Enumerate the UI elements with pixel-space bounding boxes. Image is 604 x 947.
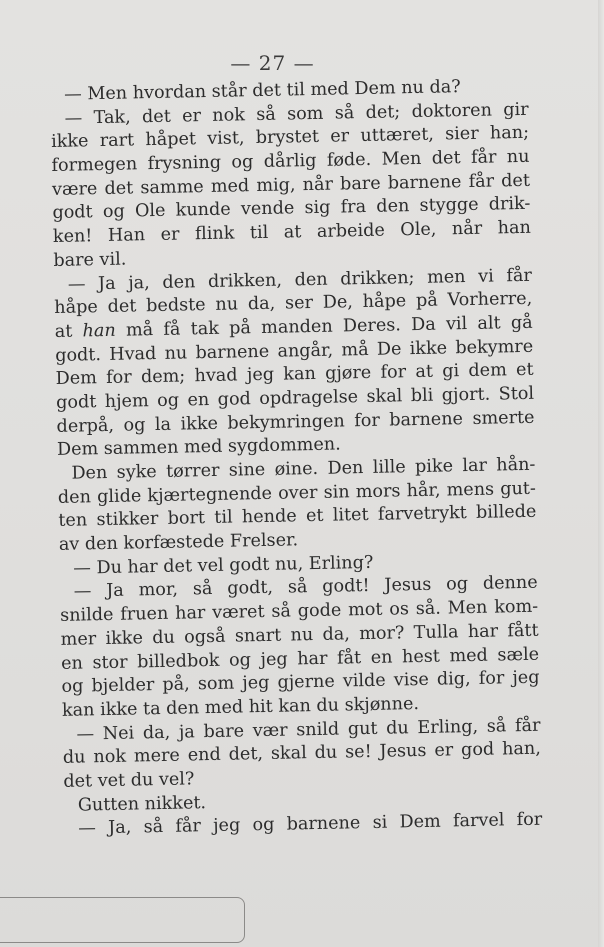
library-label-frame [0,897,245,943]
text-line: den glide kjærtegnende over sin mors hår, mens gut- [57,478,537,508]
text-line: godt. Hvad nu barnene angår, må De ikke bekymre [55,336,534,366]
text-line: — Nei da, ja bare vær snild gut du Erling, så får [76,715,541,745]
text-line: du nok mere end det, skal du se! Jesus er god han, [62,738,542,769]
text-line: Dem for dem; hvad jeg kan gjøre for at gi dem et [55,360,534,390]
text-line: ten stikker bort til hende et litet farvetrykt billede [58,502,537,532]
text-line: at han må få tak på manden Deres. Da vil alt gå [54,312,533,342]
text-line: — Men hvordan står det til med Dem nu da? [64,77,461,105]
text-line: — Ja ja, den drikken, den drikken; men vi får [67,265,532,295]
body-text [50,75,542,842]
text-line: — Ja mor, så godt, så godt! Jesus og denne [73,573,538,603]
text-line: være det samme med mig, når bare barnene får det [51,170,531,200]
text-line: Gutten nikket. [77,792,207,816]
text-line: godt og Ole kunde vende sig fra den stygge drik- [52,194,531,224]
text-line: kan ikke ta den med hit kan du skjønne. [61,693,420,721]
text-line: formegen frysning og dårlig føde. Men det får nu [51,146,530,177]
text-line: og bjelder på, som jeg gjerne vilde vise dig, for jeg [61,667,540,698]
text-line: — Tak, det er nok så som så det; doktoren gir [64,99,529,129]
emphasized-word: han [82,320,116,342]
text-line: bare vil. [53,249,127,271]
page-edge [598,0,604,947]
text-line: ikke rart håpet vist, brystet er uttæret, sier han; [50,123,530,153]
text-line: — Ja, så får jeg og barnene si Dem farvel for [78,810,543,839]
text-line: en stor billedbok og jeg har fåt en hest med sæle [60,644,540,674]
text-line: det vet du vel? [63,769,195,792]
text-line: ken! Han er flink til at arbeide Ole, når han [52,217,532,248]
text-line: håpe det bedste nu da, ser De, håpe på Vorherre, [54,288,533,319]
text-line: Den syke tørrer sine øine. Den lille pike lar hån- [71,454,536,484]
page-number: — 27 — [230,51,315,75]
text-line: — Du har det vel godt nu, Erling? [73,552,374,579]
text-line: godt hjem og en god opdragelse skal bli gjort. Stol [55,383,535,413]
text-line: snilde fruen har været så gode mot os så. Men kom- [60,596,539,627]
text-line: derpå, og la ikke bekymringen for barnene smerte [56,407,535,437]
text-line: mer ikke du også snart nu da, mor? Tulla har fått [60,620,539,650]
text-line: av den korfæstede Frelser. [58,530,299,555]
text-line: Dem sammen med sygdommen. [56,434,341,461]
